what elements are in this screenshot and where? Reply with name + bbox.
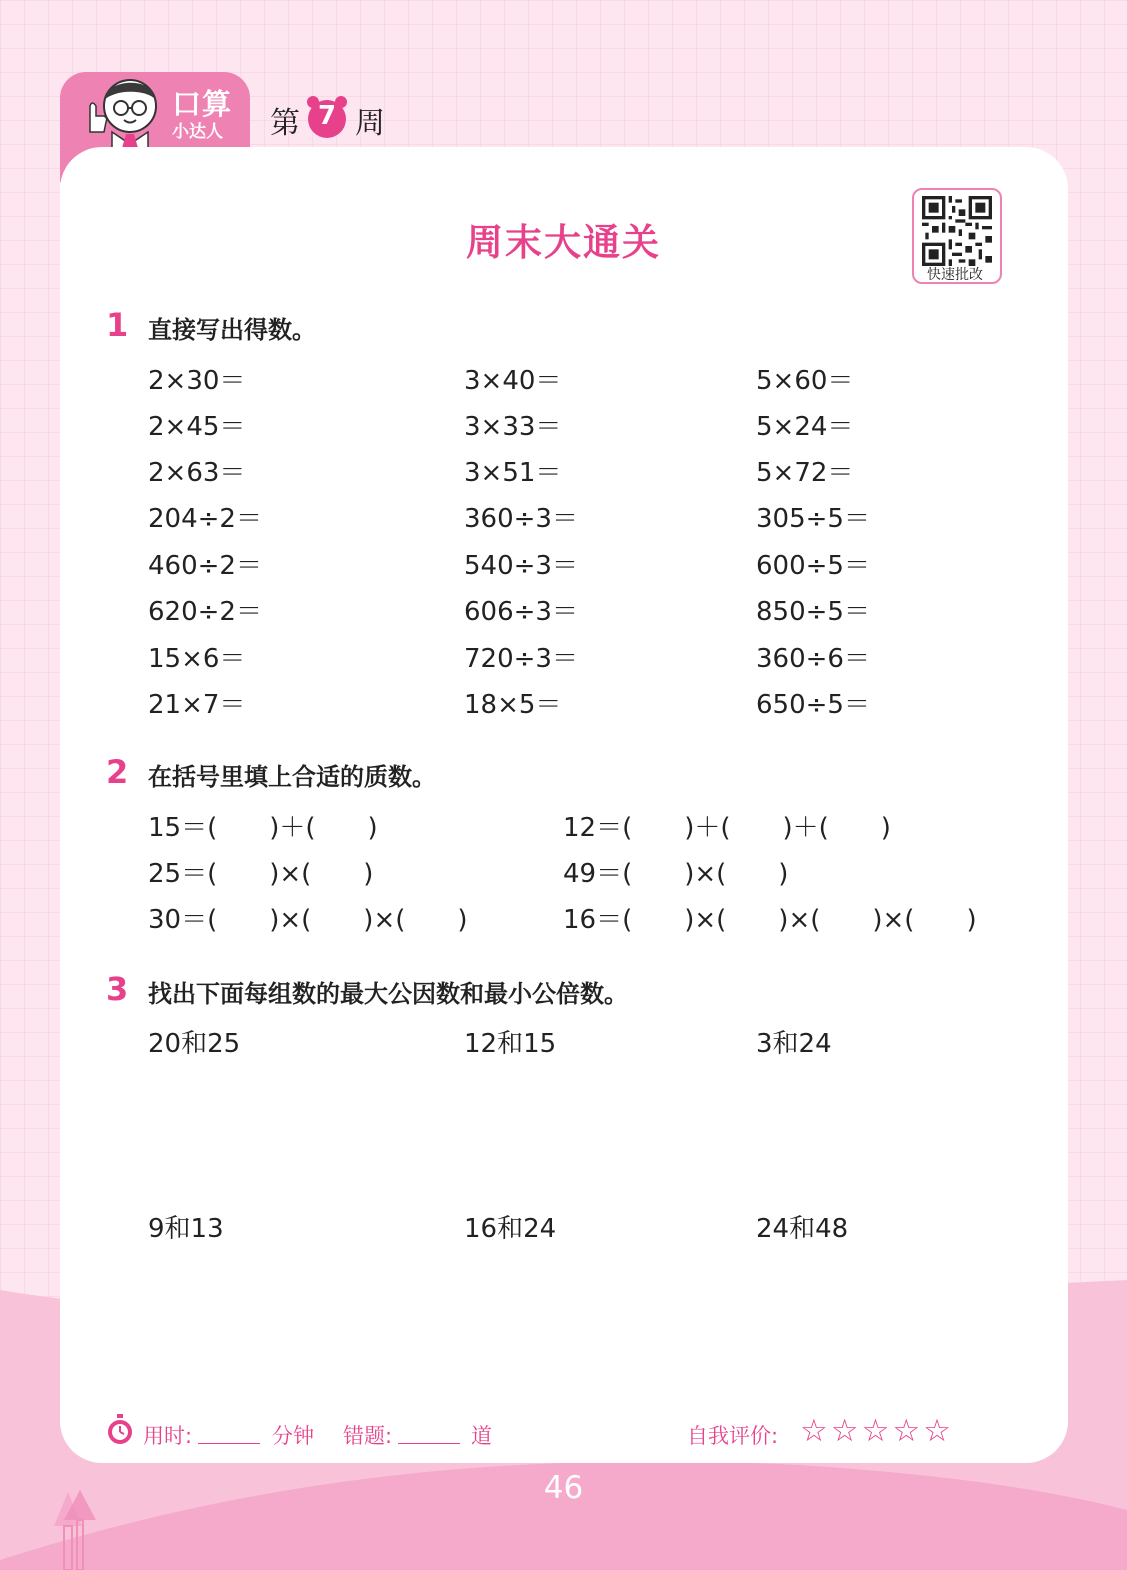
equation: 620÷2＝ [148, 597, 262, 627]
section-1-number: 1 [106, 306, 129, 344]
equation: 18×5＝ [464, 690, 562, 720]
equation: 460÷2＝ [148, 551, 262, 581]
equation: 360÷3＝ [464, 504, 578, 534]
time-label: 用时: [143, 1424, 193, 1448]
equation: 3×51＝ [464, 458, 562, 488]
equation: 2×30＝ [148, 366, 246, 396]
prime-fill-item: 30＝( )×( )×( ) [148, 905, 468, 935]
prime-fill-item: 25＝( )×( ) [148, 859, 374, 889]
self-rating-label: 自我评价: [687, 1424, 779, 1448]
arrow-decoration-icon [50, 1490, 100, 1570]
number-pair: 16和24 [464, 1214, 557, 1244]
number-pair: 24和48 [756, 1214, 849, 1244]
number-pair: 9和13 [148, 1214, 224, 1244]
equation: 21×7＝ [148, 690, 246, 720]
week-prefix: 第 [270, 106, 300, 141]
equation: 5×24＝ [756, 412, 854, 442]
section-1-title: 直接写出得数。 [148, 316, 316, 344]
errors-blank[interactable] [398, 1443, 460, 1444]
equation: 720÷3＝ [464, 644, 578, 674]
prime-fill-item: 16＝( )×( )×( )×( ) [563, 905, 977, 935]
tab-subtitle: 小达人 [172, 122, 223, 142]
equation: 15×6＝ [148, 644, 246, 674]
equation: 305÷5＝ [756, 504, 870, 534]
equation: 5×60＝ [756, 366, 854, 396]
week-number: 7 [317, 101, 337, 131]
rating-stars[interactable]: ☆☆☆☆☆ [800, 1413, 954, 1449]
prime-fill-item: 12＝( )＋( )＋( ) [563, 813, 891, 843]
number-pair: 3和24 [756, 1029, 832, 1059]
equation: 360÷6＝ [756, 644, 870, 674]
tab-title: 口算 [172, 87, 233, 121]
equation: 606÷3＝ [464, 597, 578, 627]
section-2-title: 在括号里填上合适的质数。 [148, 763, 436, 791]
number-pair: 12和15 [464, 1029, 557, 1059]
equation: 540÷3＝ [464, 551, 578, 581]
prime-fill-item: 49＝( )×( ) [563, 859, 789, 889]
equation: 5×72＝ [756, 458, 854, 488]
equation: 204÷2＝ [148, 504, 262, 534]
equation: 850÷5＝ [756, 597, 870, 627]
section-3-title: 找出下面每组数的最大公因数和最小公倍数。 [148, 980, 628, 1008]
qr-caption: 快速批改 [927, 267, 983, 283]
equation: 3×33＝ [464, 412, 562, 442]
page-title: 周末大通关 [466, 221, 661, 264]
time-blank[interactable] [198, 1443, 260, 1444]
equation: 2×63＝ [148, 458, 246, 488]
section-2-number: 2 [106, 753, 129, 791]
mascot-boy-icon [78, 72, 168, 150]
stopwatch-icon [105, 1414, 135, 1446]
section-3-number: 3 [106, 970, 129, 1008]
week-suffix: 周 [355, 106, 385, 141]
equation: 3×40＝ [464, 366, 562, 396]
equation: 650÷5＝ [756, 690, 870, 720]
errors-label: 错题: [343, 1424, 393, 1448]
qr-code-icon [922, 196, 992, 266]
errors-unit: 道 [471, 1424, 492, 1448]
equation: 2×45＝ [148, 412, 246, 442]
number-pair: 20和25 [148, 1029, 241, 1059]
page-number: 46 [543, 1470, 584, 1506]
time-unit: 分钟 [272, 1424, 314, 1448]
prime-fill-item: 15＝( )＋( ) [148, 813, 378, 843]
equation: 600÷5＝ [756, 551, 870, 581]
